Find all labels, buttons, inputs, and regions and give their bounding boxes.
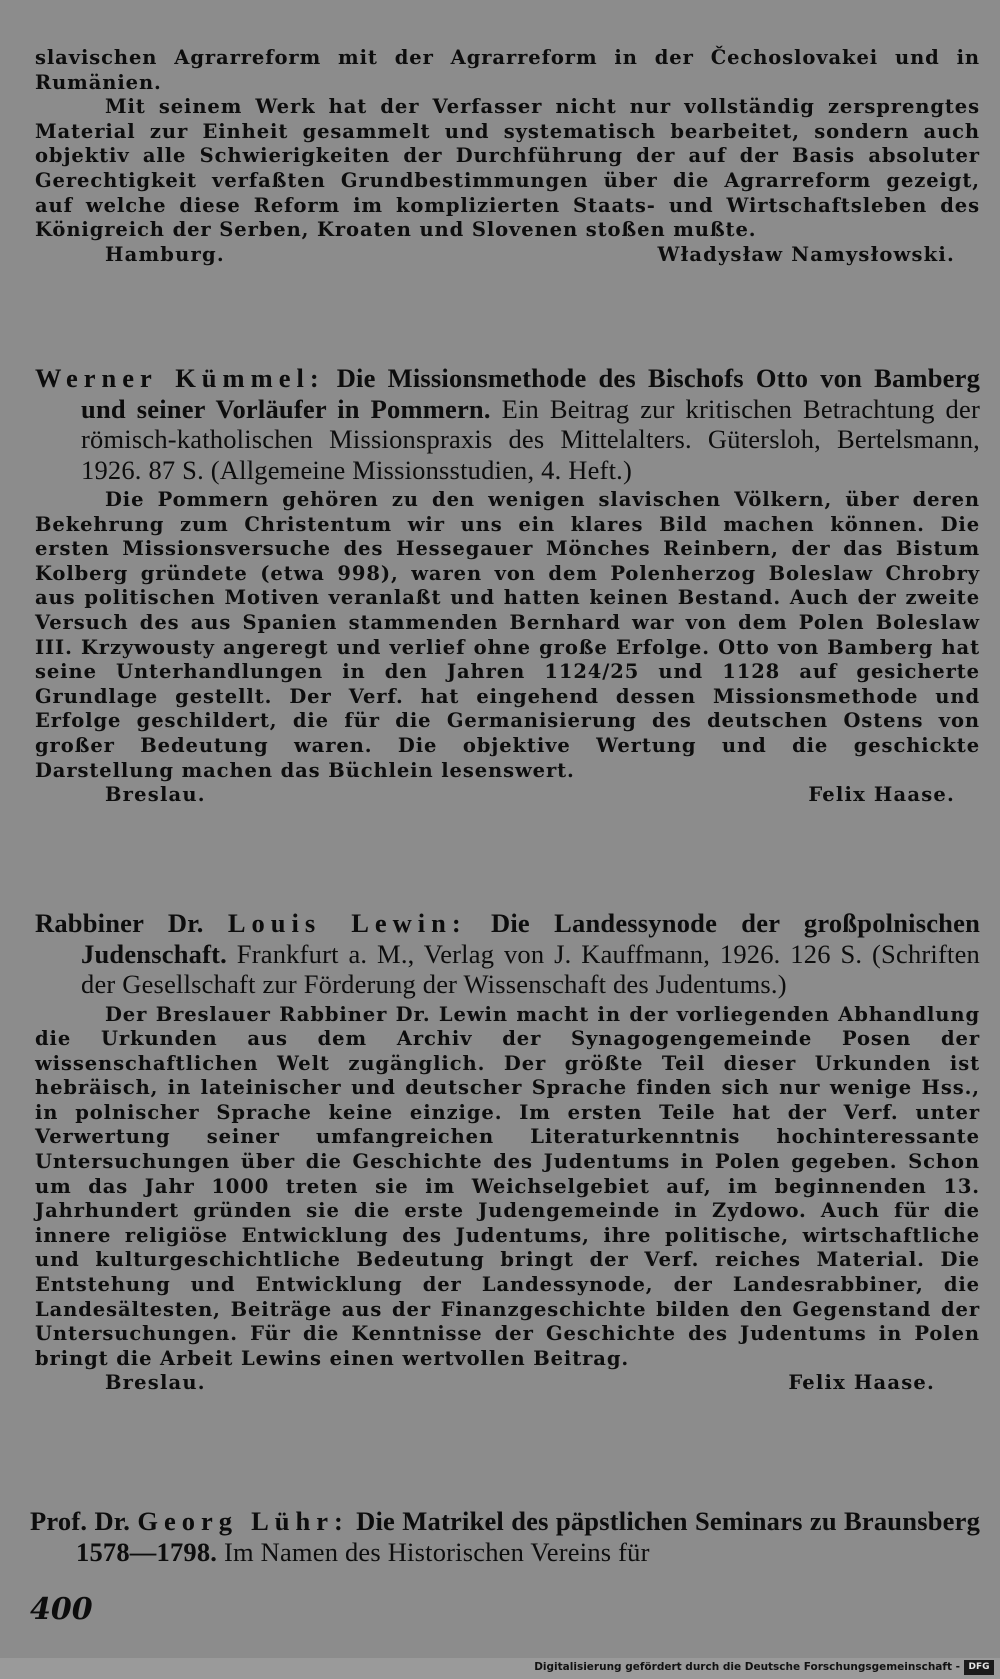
book-title: Die Missionsmethode des Bischofs Otto von Bamberg und seiner Vorläufer in Pommern.	[81, 363, 981, 424]
review-text: Die Pommern gehören zu den wenigen slavischen Völkern, über deren Bekehrung zum Christentum wir uns ein klares Bild machen können. Die ersten Missionsversuche des Hessegauer Mönches Reinbern, der das Bistum Kolberg gründete (etwa 998), waren von dem Polenherzog Boleslaw Chrobry aus politischen Motiven veranlaßt und hatten keinen Bestand. Auch der zweite Versuch des aus Spanien stammenden Bernhard war von dem Polen Boleslaw III. Krzywousty angeregt und verlief ohne große Erfolge. Otto von Bamberg hat seine Unterhandlungen in den Jahren 1124/25 und 1128 auf gesicherte Grundlage gestellt. Der Verf. hat eingehend dessen Missionsmethode und Erfolge geschildert, die für die Germanisierung des deutschen Ostens von großer Bedeutung waren. Die objektive Wertung und die geschickte Darstellung machen das Büchlein lesenswert.	[35, 488, 980, 782]
review-heading	[35, 363, 980, 485]
review-kuemmel	[35, 363, 980, 808]
review-text: Der Breslauer Rabbiner Dr. Lewin macht in der vorliegenden Abhandlung die Urkunden aus dem Archiv der Synagogengemeinde Posen der wissenschaftlichen Welt zugänglich. Der größte Teil dieser Urkunden ist hebräisch, in lateinischer und deutscher Sprache finden sich nur wenige Hss., in polnischer Sprache keine einzige. Im ersten Teile hat der Verf. unter Verwertung seiner umfangreichen Literaturkenntnis hochinteressante Untersuchungen über die Geschichte des Judentums in Polen gegeben. Schon um das Jahr 1000 treten sie im Weichselgebiet auf, im beginnenden 13. Jahrhundert gründen sie die erste Judengemeinde in Zydowo. Auch für die innere religiöse Entwicklung des Judentums, ihre politische, wirtschaftliche und kulturgeschichtliche Bedeutung bringt der Verf. reiches Material. Die Entstehung und Entwicklung der Landessynode, der Landesrabbiner, die Landesältesten, Beiträge aus der Finanzgeschichte bilden den Gegenstand der Untersuchungen. Für die Kenntnisse der Geschichte des Judentums in Polen bringt die Arbeit Lewins einen wertvollen Beitrag.	[35, 1002, 980, 1370]
author-prefix: Rabbiner Dr.	[35, 908, 204, 938]
paragraph: slavischen Agrarreform mit der Agrarreform in der Čechoslovakei und in Rumänien.	[35, 46, 980, 94]
review-place: Hamburg.	[105, 242, 225, 266]
review-heading	[30, 1506, 980, 1567]
review-heading	[35, 908, 980, 1000]
review-continuation	[35, 46, 980, 267]
book-bibliography: Frankfurt a. M., Verlag von J. Kauffmann, 1926. 126 S. (Schriften der Gesellschaft zur Förderung der Wissenschaft des Judentums.)	[81, 938, 980, 999]
book-author: Louis Lewin:	[227, 908, 467, 938]
book-author: Werner Kümmel:	[35, 363, 325, 393]
reviewer-name: Felix Haase.	[788, 1371, 935, 1395]
author-prefix: Prof. Dr.	[30, 1506, 131, 1536]
book-bibliography: Ein Beitrag zur kritischen Betrachtung der römisch-katholischen Missionspraxis des Mittelalters. Gütersloh, Bertelsmann, 1926. 87 S. (Allgemeine Missionsstudien, 4. Heft.)	[81, 393, 980, 485]
signature	[35, 243, 980, 268]
reviewer-name: Felix Haase.	[808, 783, 955, 807]
page-number: 400	[30, 1592, 93, 1627]
book-bibliography: Im Namen des Historischen Vereins für	[223, 1536, 650, 1567]
book-title: Die Landessynode der großpolnischen Judenschaft.	[81, 908, 981, 969]
footer-credit: Digitalisierung gefördert durch die Deutsche Forschungsgemeinschaft -	[534, 1661, 960, 1673]
dfg-logo: DFG	[964, 1660, 994, 1675]
paragraph: Mit seinem Werk hat der Verfasser nicht nur vollständig zersprengtes Material zur Einheit gesammelt und systematisch bearbeitet, sondern auch objektiv alle Schwierigkeiten der Durchführung der auf der Basis absoluter Gerechtigkeit verfaßten Grundbestimmungen über die Agrarreform gezeigt, auf welche diese Reform im komplizierten Staats- und Wirtschaftsleben des Königreich der Serben, Kroaten und Slovenen stoßen mußte.	[35, 95, 980, 242]
review-luehr	[30, 1506, 980, 1567]
book-title: Die Matrikel des päpstlichen Seminars zu Braunsberg 1578—1798.	[76, 1506, 981, 1567]
book-author: Georg Lühr:	[137, 1506, 349, 1536]
signature	[35, 1371, 980, 1396]
review-lewin	[35, 908, 980, 1396]
reviewer-name: Władysław Namysłowski.	[657, 242, 955, 266]
signature	[35, 783, 980, 808]
review-place: Breslau.	[105, 783, 206, 807]
review-place: Breslau.	[105, 1371, 206, 1395]
